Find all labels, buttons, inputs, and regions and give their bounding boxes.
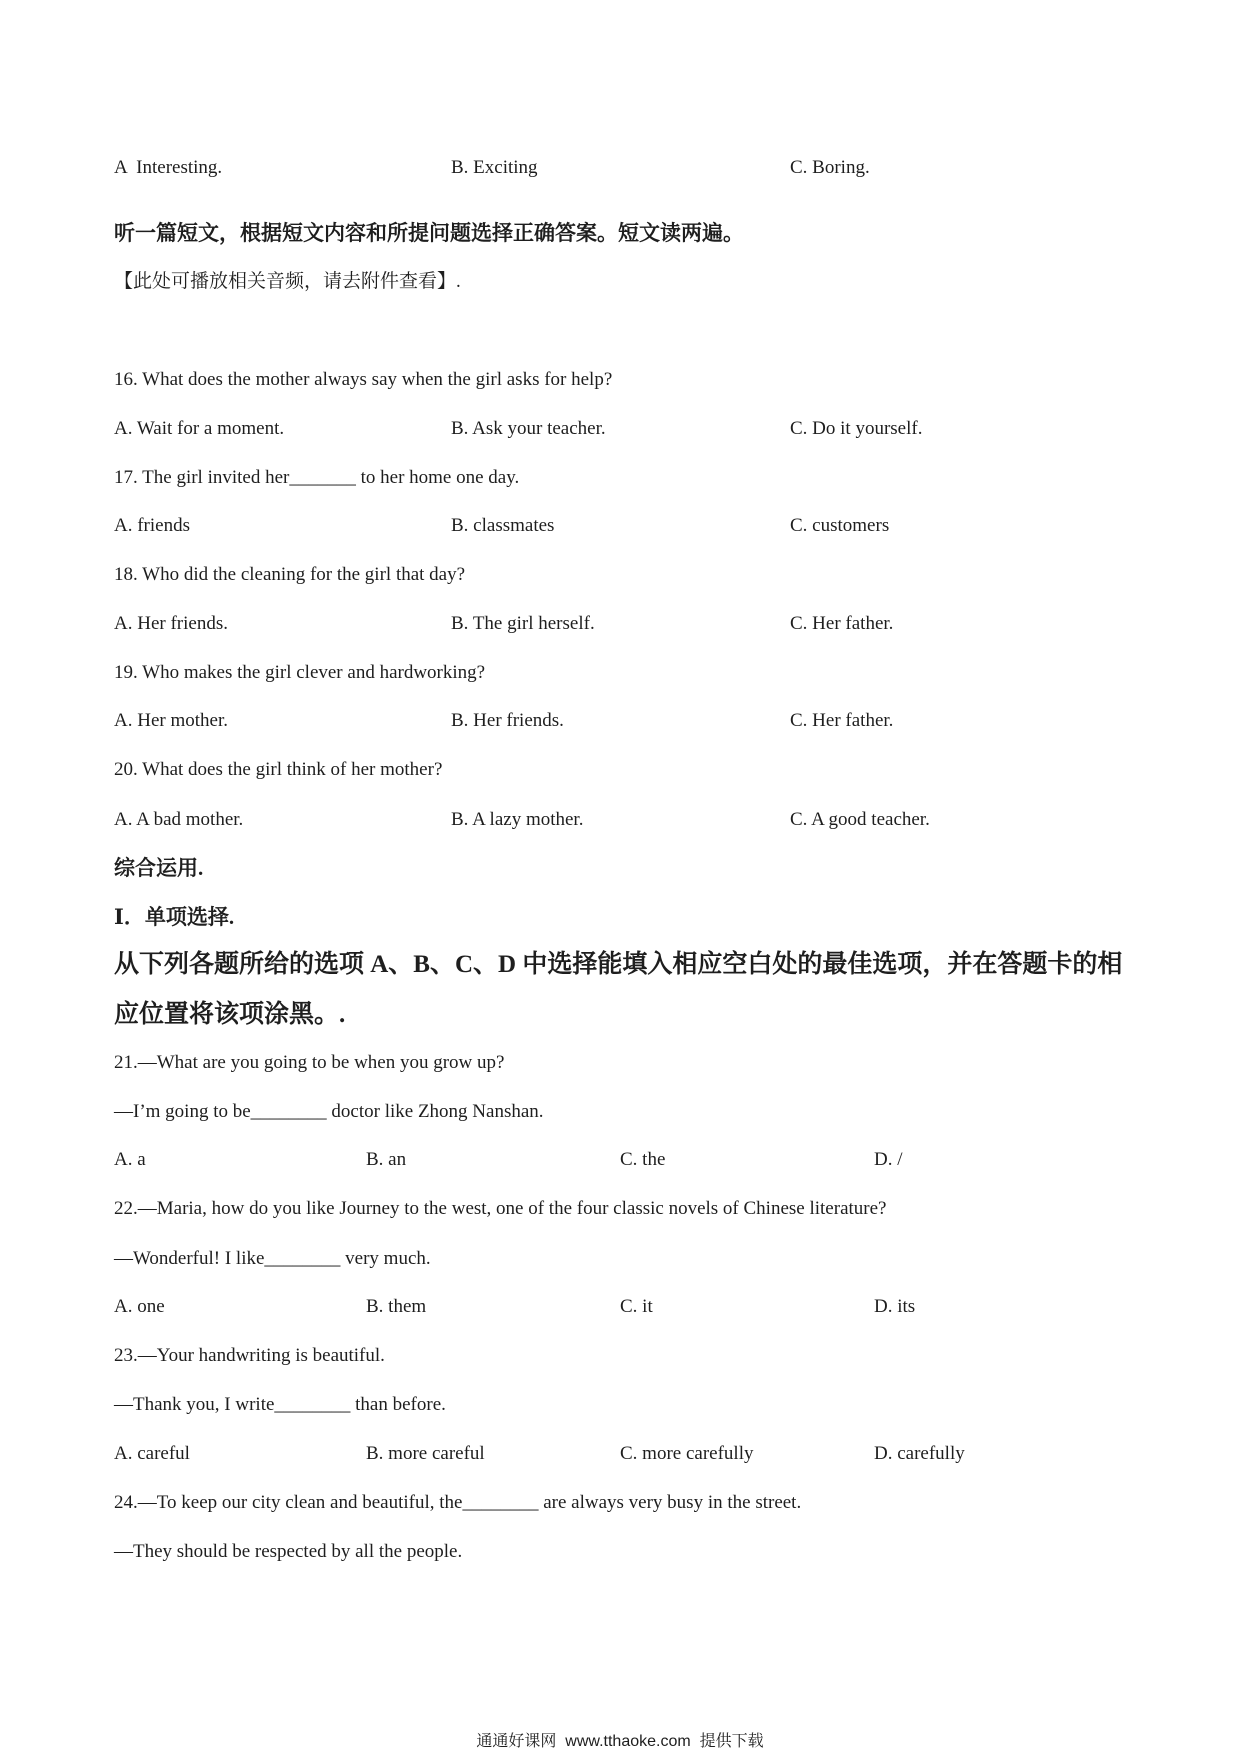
option-c: C. Her father. (790, 613, 894, 634)
option-c: C. Do it yourself. (790, 418, 923, 439)
option-a: A. Her mother. (114, 710, 228, 731)
question-stem: 17. The girl invited her_______ to her home one day. (114, 467, 520, 488)
option-b: B. more careful (366, 1443, 485, 1464)
option-a: A. friends (114, 515, 190, 536)
option-d: D. / (874, 1149, 903, 1170)
question-stem: 21.—What are you going to be when you grow up? (114, 1052, 505, 1073)
question-stem: 22.—Maria, how do you like Journey to the west, one of the four classic novels of Chinese literature? (114, 1198, 887, 1219)
question-stem: 24.—To keep our city clean and beautiful, the________ are always very busy in the street. (114, 1492, 802, 1513)
option-c: C. A good teacher. (790, 809, 930, 830)
section-instruction-line-2: 应位置将该项涂黑。. (114, 1001, 346, 1028)
question-stem: 23.—Your handwriting is beautiful. (114, 1345, 385, 1366)
option-a: A Interesting. (114, 157, 223, 178)
audio-note: 【此处可播放相关音频，请去附件查看】. (114, 271, 461, 292)
question-stem: 19. Who makes the girl clever and hardworking? (114, 662, 486, 683)
option-a: A. a (114, 1149, 146, 1170)
option-a: A. Her friends. (114, 613, 228, 634)
option-b: B. The girl herself. (451, 613, 595, 634)
option-c: C. Her father. (790, 710, 894, 731)
option-b: B. Her friends. (451, 710, 564, 731)
section-title: 综合运用. (114, 856, 204, 880)
question-reply: —I’m going to be________ doctor like Zhong Nanshan. (114, 1101, 544, 1122)
question-reply: —Wonderful! I like________ very much. (114, 1248, 431, 1269)
question-reply: —They should be respected by all the people. (114, 1541, 463, 1562)
option-c: C. the (620, 1149, 666, 1170)
option-c: C. it (620, 1296, 653, 1317)
option-d: D. its (874, 1296, 916, 1317)
option-b: B. Ask your teacher. (451, 418, 606, 439)
listening-instruction: 听一篇短文，根据短文内容和所提问题选择正确答案。短文读两遍。 (114, 221, 744, 245)
part-title: Ⅰ．单项选择. (114, 905, 235, 929)
option-b: B. classmates (451, 515, 555, 536)
page-footer: 通通好课网 www.tthaoke.com 提供下载 (476, 1733, 764, 1750)
option-d: D. carefully (874, 1443, 965, 1464)
option-a: A. one (114, 1296, 165, 1317)
option-a: A. Wait for a moment. (114, 418, 285, 439)
option-a: A. A bad mother. (114, 809, 244, 830)
option-b: B. Exciting (451, 157, 538, 178)
question-stem: 16. What does the mother always say when the girl asks for help? (114, 369, 613, 390)
option-a: A. careful (114, 1443, 190, 1464)
option-c: C. Boring. (790, 157, 870, 178)
question-stem: 20. What does the girl think of her mother? (114, 759, 443, 780)
question-reply: —Thank you, I write________ than before. (114, 1394, 446, 1415)
question-stem: 18. Who did the cleaning for the girl that day? (114, 564, 466, 585)
option-c: C. customers (790, 515, 890, 536)
option-b: B. an (366, 1149, 407, 1170)
section-instruction-line-1: 从下列各题所给的选项 A、B、C、D 中选择能填入相应空白处的最佳选项，并在答题卡的相 (114, 951, 1123, 978)
option-b: B. them (366, 1296, 427, 1317)
option-b: B. A lazy mother. (451, 809, 584, 830)
option-c: C. more carefully (620, 1443, 754, 1464)
